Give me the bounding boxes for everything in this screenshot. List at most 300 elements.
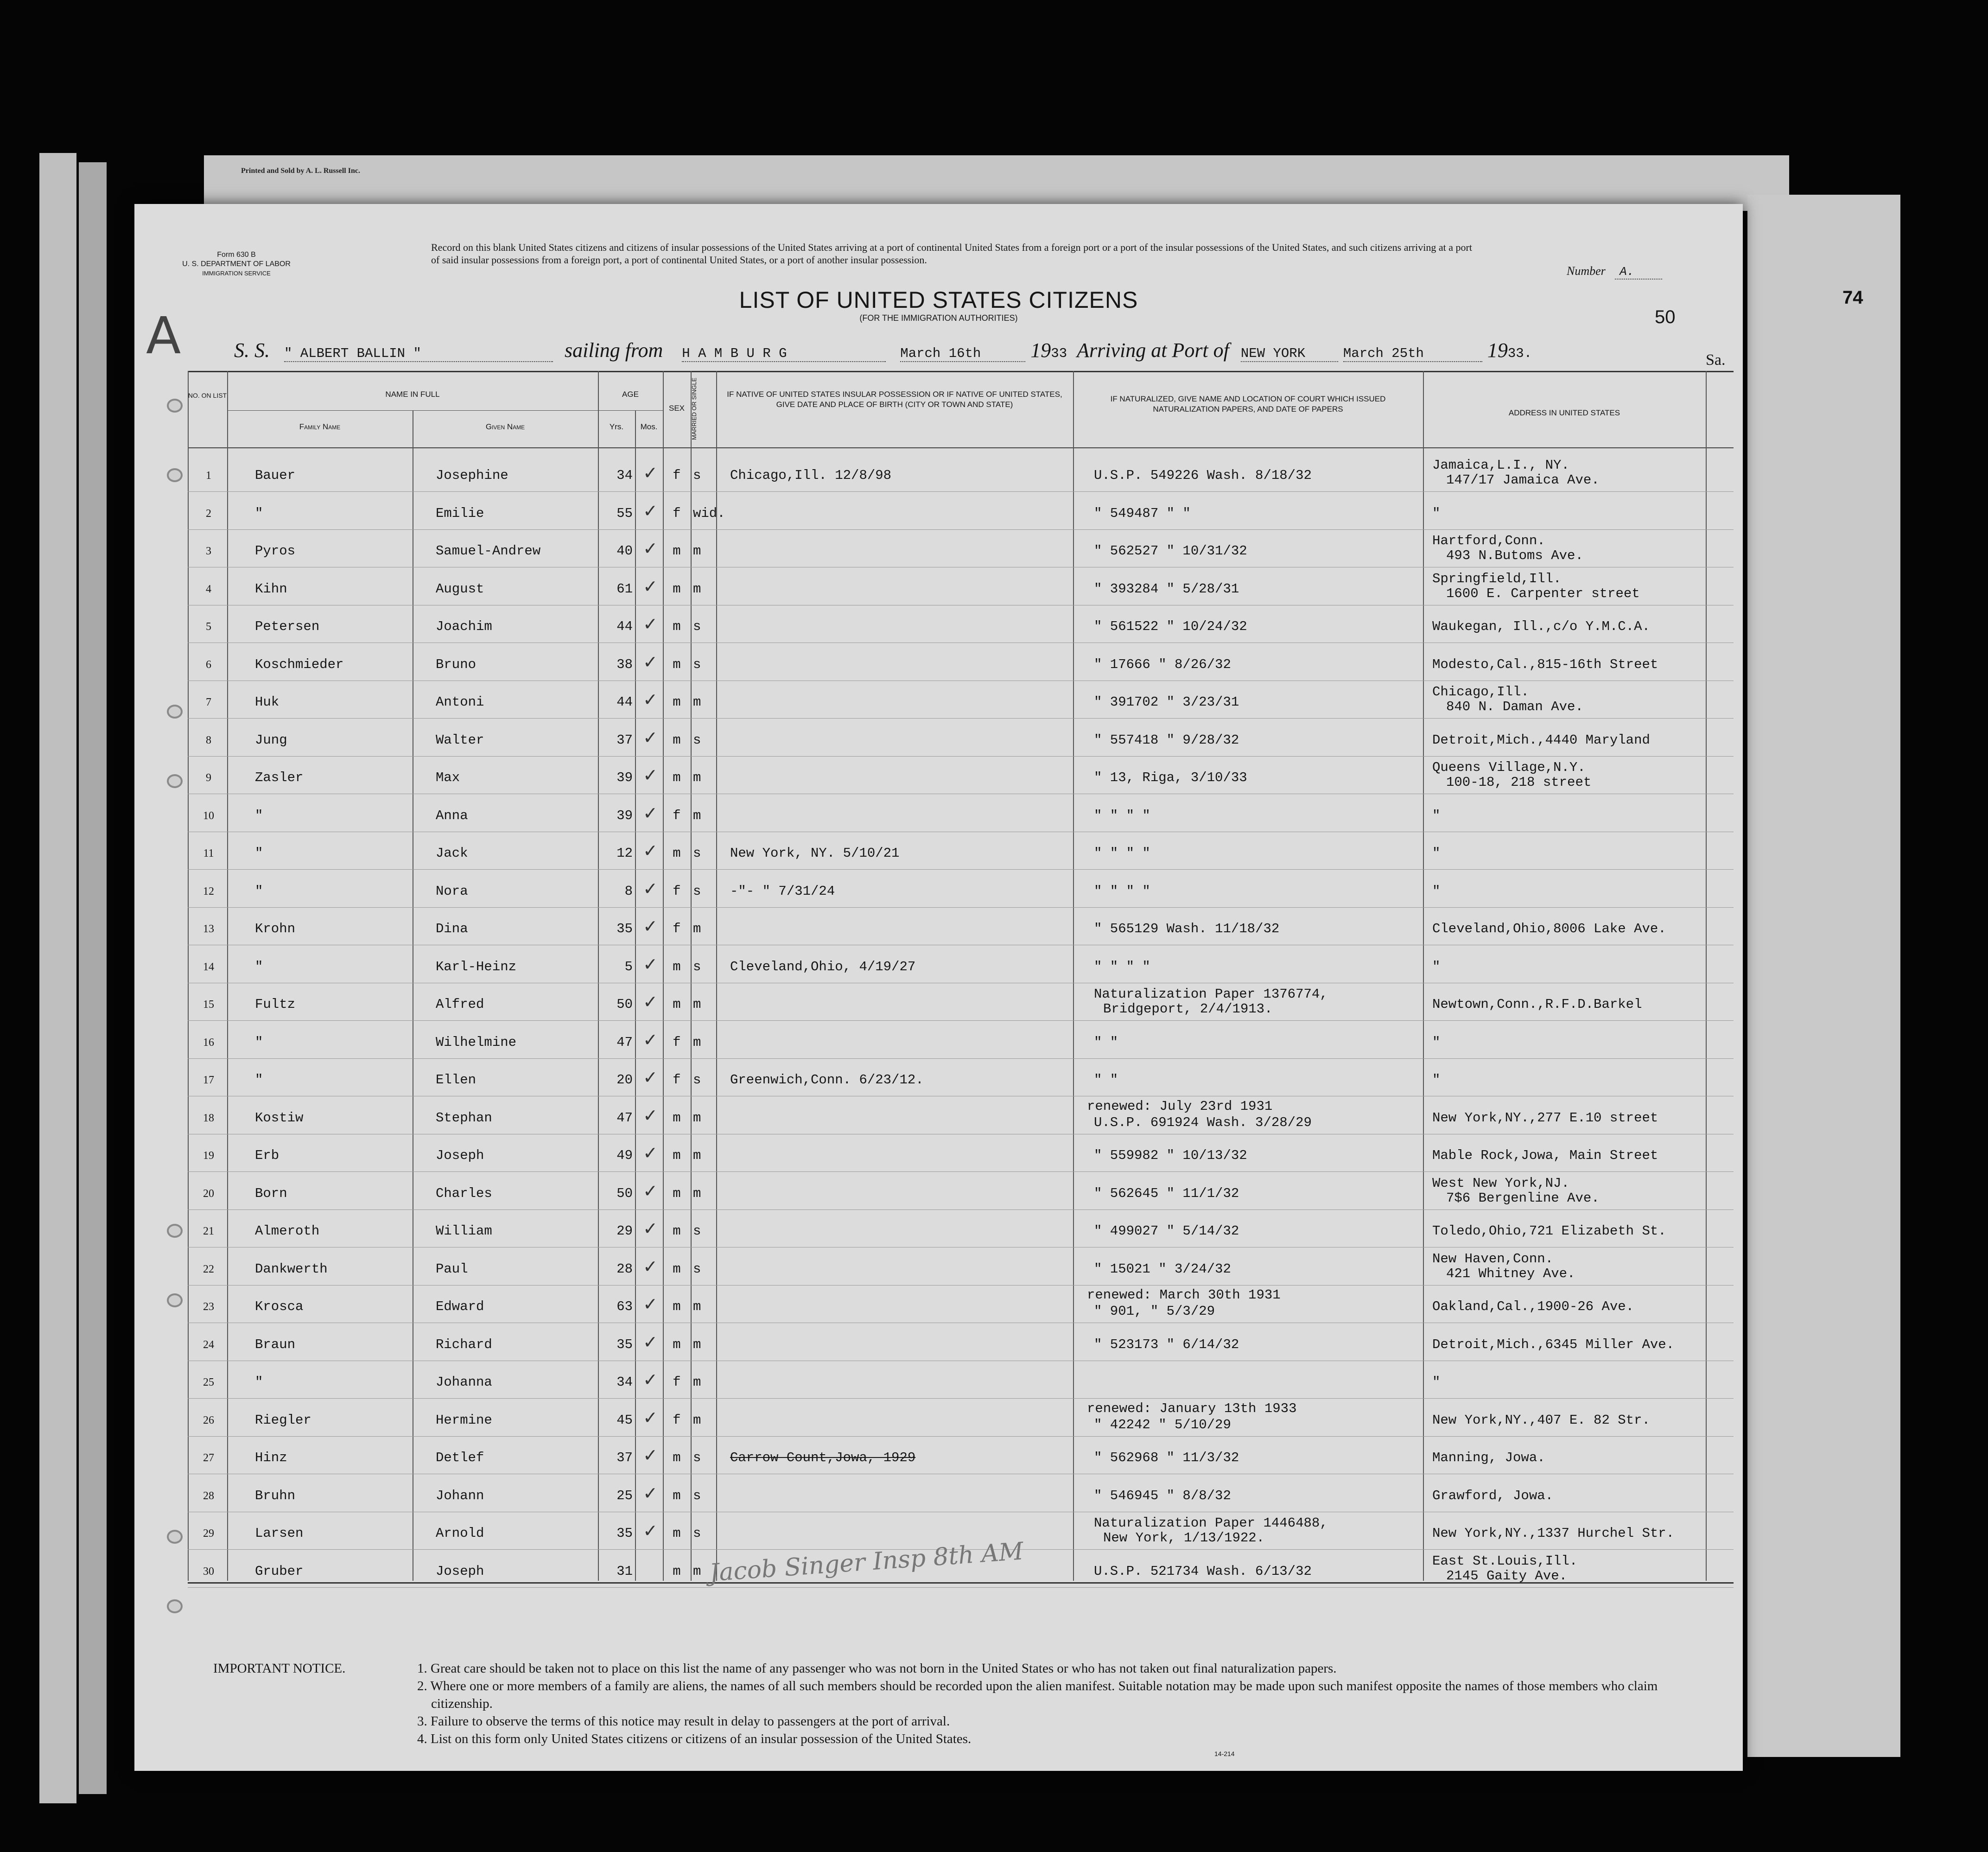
- family-name: Krosca: [255, 1299, 304, 1314]
- table-row: [134, 1399, 1743, 1437]
- given-name: Jack: [436, 846, 468, 861]
- given-name: Richard: [436, 1337, 492, 1352]
- marital-status: m: [693, 543, 701, 559]
- age-months-check: ✓: [643, 1407, 658, 1428]
- age-months-check: ✓: [643, 803, 658, 823]
- sex: f: [673, 1035, 681, 1050]
- birth-place-date: Carrow Count,Jowa, 1929: [730, 1450, 916, 1465]
- age-years: 63: [616, 1299, 633, 1314]
- marital-status: s: [693, 846, 701, 861]
- age-months-check: ✓: [643, 501, 658, 521]
- age-months-check: ✓: [643, 954, 658, 974]
- address: New Haven,Conn.: [1432, 1251, 1554, 1266]
- notice-list: [417, 1660, 1696, 1748]
- header-given: Given Name: [485, 422, 525, 431]
- address: ": [1432, 959, 1441, 974]
- naturalization: " " " ": [1094, 884, 1150, 899]
- marital-status: s: [693, 1526, 701, 1541]
- sex: m: [673, 1186, 681, 1201]
- given-name: Joachim: [436, 619, 492, 634]
- naturalization: U.S.P. 521734 Wash. 6/13/32: [1094, 1564, 1312, 1579]
- arriving-label: Arriving at Port of: [1077, 339, 1229, 362]
- age-months-check: ✓: [643, 765, 658, 785]
- naturalization: U.S.P. 691924 Wash. 3/28/29: [1094, 1115, 1312, 1130]
- sail-date: March 16th: [900, 346, 1025, 362]
- age-months-check: ✓: [643, 689, 658, 710]
- age-years: 61: [616, 581, 633, 597]
- table-row: [134, 1097, 1743, 1135]
- address: New York,NY.,407 E. 82 Str.: [1432, 1413, 1650, 1428]
- header-married: MARRIED OR SINGLE: [691, 377, 698, 440]
- family-name: ": [255, 1072, 263, 1088]
- side-page-number: 74: [1842, 287, 1863, 308]
- row-number: 13: [203, 923, 214, 935]
- address: New York,NY.,277 E.10 street: [1432, 1110, 1658, 1126]
- marital-status: m: [693, 694, 701, 710]
- marital-status: s: [693, 1072, 701, 1088]
- sex: m: [673, 1526, 681, 1541]
- sex: m: [673, 657, 681, 672]
- birth-place-date: Chicago,Ill. 12/8/98: [730, 468, 892, 483]
- header-naturalized: IF NATURALIZED, GIVE NAME AND LOCATION OF COURT WHICH ISSUED NATURALIZATION PAPERS, AND DATE OF PAPERS: [1110, 395, 1386, 414]
- family-name: ": [255, 884, 263, 899]
- family-name: Huk: [255, 694, 279, 710]
- address: Toledo,Ohio,721 Elizabeth St.: [1432, 1223, 1666, 1239]
- number-value: A.: [1615, 265, 1662, 280]
- sex: m: [673, 959, 681, 974]
- family-name: Born: [255, 1186, 287, 1201]
- naturalization: " 391702 " 3/23/31: [1094, 694, 1239, 710]
- given-name: Johanna: [436, 1375, 492, 1390]
- table-row: [134, 983, 1743, 1021]
- naturalization: Naturalization Paper 1376774,: [1094, 986, 1328, 1002]
- row-number: 4: [206, 583, 211, 595]
- given-name: Charles: [436, 1186, 492, 1201]
- family-name: Petersen: [255, 619, 320, 634]
- marital-status: s: [693, 468, 701, 483]
- row-rule: [188, 491, 1734, 492]
- sail-year-prefix: 19: [1030, 339, 1051, 362]
- row-number: 10: [203, 810, 214, 822]
- table-row: [134, 908, 1743, 946]
- given-name: Anna: [436, 808, 468, 823]
- given-name: William: [436, 1223, 492, 1239]
- age-years: 34: [616, 468, 633, 483]
- back-page-edge: [39, 153, 76, 1803]
- row-number: 3: [206, 545, 211, 557]
- row-number: 5: [206, 621, 211, 633]
- naturalization: " 17666 " 8/26/32: [1094, 657, 1231, 672]
- age-years: 50: [616, 1186, 633, 1201]
- marital-status: s: [693, 1223, 701, 1239]
- family-name: Hinz: [255, 1450, 287, 1465]
- given-name: Edward: [436, 1299, 484, 1314]
- marital-status: m: [693, 1564, 701, 1579]
- address: ": [1432, 1035, 1441, 1050]
- naturalization: " " " ": [1094, 808, 1150, 823]
- birth-place-date: -"- " 7/31/24: [730, 884, 835, 899]
- age-months-check: ✓: [643, 463, 658, 483]
- header-yrs: Yrs.: [609, 422, 624, 431]
- family-name: Almeroth: [255, 1223, 320, 1239]
- row-number: 19: [203, 1150, 214, 1162]
- row-number: 27: [203, 1452, 214, 1464]
- family-name: Bruhn: [255, 1488, 296, 1503]
- address-line-2: 840 N. Daman Ave.: [1446, 699, 1583, 714]
- family-name: ": [255, 506, 263, 521]
- header-name: NAME IN FULL: [385, 390, 440, 399]
- birth-place-date: New York, NY. 5/10/21: [730, 846, 900, 861]
- family-name: Gruber: [255, 1564, 304, 1579]
- sex: m: [673, 1450, 681, 1465]
- marital-status: m: [693, 1337, 701, 1352]
- right-page: [1747, 195, 1900, 1757]
- family-name: ": [255, 1035, 263, 1050]
- table-row: [134, 1134, 1743, 1172]
- naturalization: " 13, Riga, 3/10/33: [1094, 770, 1247, 785]
- naturalization: " 901, " 5/3/29: [1094, 1304, 1215, 1319]
- address: New York,NY.,1337 Hurchel Str.: [1432, 1526, 1675, 1541]
- header-age: AGE: [622, 390, 639, 399]
- sex: f: [673, 1413, 681, 1428]
- row-rule: [188, 1171, 1734, 1172]
- sex: m: [673, 732, 681, 748]
- age-months-check: ✓: [643, 1294, 658, 1314]
- sex: m: [673, 770, 681, 785]
- table-row: [134, 870, 1743, 908]
- age-years: 31: [616, 1564, 633, 1579]
- arrival-year-prefix: 19: [1487, 339, 1508, 362]
- given-name: Emilie: [436, 506, 484, 521]
- naturalization: " 557418 " 9/28/32: [1094, 732, 1239, 748]
- given-name: Dina: [436, 921, 468, 936]
- sex: m: [673, 581, 681, 597]
- age-years: 39: [616, 808, 633, 823]
- family-name: ": [255, 959, 263, 974]
- given-name: Arnold: [436, 1526, 484, 1541]
- table-row: [134, 643, 1743, 681]
- family-name: ": [255, 808, 263, 823]
- address: ": [1432, 884, 1441, 899]
- printer-line: Printed and Sold by A. L. Russell Inc.: [241, 167, 360, 175]
- address: Detroit,Mich.,6345 Miller Ave.: [1432, 1337, 1675, 1352]
- given-name: Wilhelmine: [436, 1035, 517, 1050]
- address: Oakland,Cal.,1900-26 Ave.: [1432, 1299, 1634, 1314]
- age-years: 5: [624, 959, 633, 974]
- address: Springfield,Ill.: [1432, 571, 1562, 586]
- marital-status: m: [693, 1375, 701, 1390]
- sex: m: [673, 619, 681, 634]
- arrival-port: NEW YORK: [1241, 346, 1338, 362]
- sex: m: [673, 1488, 681, 1503]
- header-mos: Mos.: [640, 422, 658, 431]
- address-line-2: 7$6 Bergenline Ave.: [1446, 1190, 1600, 1206]
- given-name: Ellen: [436, 1072, 476, 1088]
- table-row: [134, 568, 1743, 606]
- naturalization: " 549487 " ": [1094, 506, 1191, 521]
- age-months-check: ✓: [643, 1445, 658, 1465]
- age-years: 37: [616, 732, 633, 748]
- age-months-check: ✓: [643, 1067, 658, 1088]
- row-number: 15: [203, 999, 214, 1011]
- sex: m: [673, 846, 681, 861]
- age-years: 47: [616, 1035, 633, 1050]
- naturalization: " 393284 " 5/28/31: [1094, 581, 1239, 597]
- from-port: H A M B U R G: [682, 346, 886, 362]
- row-number: 26: [203, 1414, 214, 1426]
- row-number: 17: [203, 1074, 214, 1086]
- row-number: 20: [203, 1188, 214, 1200]
- family-name: Pyros: [255, 543, 296, 559]
- given-name: Nora: [436, 884, 468, 899]
- row-number: 16: [203, 1037, 214, 1049]
- address: Cleveland,Ohio,8006 Lake Ave.: [1432, 921, 1666, 936]
- address: Mable Rock,Jowa, Main Street: [1432, 1148, 1658, 1163]
- sex: m: [673, 694, 681, 710]
- ss-label: S. S.: [234, 339, 270, 362]
- renewal-note: renewed: March 30th 1931: [1087, 1287, 1281, 1303]
- age-years: 25: [616, 1488, 633, 1503]
- family-name: ": [255, 846, 263, 861]
- manifest-rows: [134, 204, 1743, 1771]
- given-name: Joseph: [436, 1148, 484, 1163]
- marital-status: s: [693, 959, 701, 974]
- page-subtitle: (FOR THE IMMIGRATION AUTHORITIES): [859, 313, 1018, 323]
- address: ": [1432, 846, 1441, 861]
- age-years: 38: [616, 657, 633, 672]
- header-sex: SEX: [668, 404, 685, 413]
- age-years: 50: [616, 997, 633, 1012]
- table-row: [134, 530, 1743, 568]
- address: ": [1432, 1072, 1441, 1088]
- address-line-2: 1600 E. Carpenter street: [1446, 586, 1640, 601]
- department: U. S. DEPARTMENT OF LABOR: [182, 260, 291, 268]
- table-row: [134, 1210, 1743, 1248]
- family-name: Bauer: [255, 468, 296, 483]
- row-number: 12: [203, 885, 214, 897]
- table-row: [134, 946, 1743, 984]
- age-years: 40: [616, 543, 633, 559]
- age-months-check: ✓: [643, 1105, 658, 1126]
- family-name: Jung: [255, 732, 287, 748]
- given-name: August: [436, 581, 484, 597]
- marital-status: m: [693, 1148, 701, 1163]
- family-name: Braun: [255, 1337, 296, 1352]
- age-years: 49: [616, 1148, 633, 1163]
- address: Queens Village,N.Y.: [1432, 760, 1586, 775]
- header-family: Family Name: [299, 422, 341, 431]
- age-months-check: ✓: [643, 840, 658, 861]
- family-name: Riegler: [255, 1413, 311, 1428]
- marital-status: m: [693, 1110, 701, 1126]
- age-months-check: ✓: [643, 1030, 658, 1050]
- address: West New York,NJ.: [1432, 1176, 1569, 1191]
- given-name: Joseph: [436, 1564, 484, 1579]
- birth-place-date: Cleveland,Ohio, 4/19/27: [730, 959, 916, 974]
- age-months-check: ✓: [643, 1483, 658, 1503]
- naturalization: " 499027 " 5/14/32: [1094, 1223, 1239, 1239]
- sail-year: 33: [1051, 346, 1067, 361]
- page-number: 50: [1655, 307, 1676, 327]
- family-name: Fultz: [255, 997, 296, 1012]
- table-row: [134, 1248, 1743, 1286]
- marital-status: m: [693, 770, 701, 785]
- age-years: 12: [616, 846, 633, 861]
- naturalization: " ": [1094, 1035, 1118, 1050]
- table-row: [134, 1475, 1743, 1513]
- age-years: 44: [616, 619, 633, 634]
- sex: m: [673, 1223, 681, 1239]
- ship-name: " ALBERT BALLIN ": [284, 346, 553, 362]
- address: ": [1432, 808, 1441, 823]
- sa-mark: Sa.: [1706, 351, 1726, 369]
- renewal-note: renewed: July 23rd 1931: [1087, 1099, 1273, 1114]
- birth-place-date: Greenwich,Conn. 6/23/12.: [730, 1072, 924, 1088]
- age-years: 8: [624, 884, 633, 899]
- family-name: Kostiw: [255, 1110, 304, 1126]
- sailing-label: sailing from: [565, 339, 663, 362]
- row-number: 29: [203, 1527, 214, 1540]
- row-number: 24: [203, 1339, 214, 1351]
- row-number: 23: [203, 1301, 214, 1313]
- naturalization: " 562645 " 11/1/32: [1094, 1186, 1239, 1201]
- sex: m: [673, 1564, 681, 1579]
- age-years: 35: [616, 1526, 633, 1541]
- naturalization: " 559982 " 10/13/32: [1094, 1148, 1247, 1163]
- family-name: Dankwerth: [255, 1261, 328, 1277]
- table-row: [134, 681, 1743, 719]
- given-name: Karl-Heinz: [436, 959, 517, 974]
- age-months-check: ✓: [643, 727, 658, 748]
- address: East St.Louis,Ill.: [1432, 1553, 1578, 1569]
- age-years: 44: [616, 694, 633, 710]
- notice-item: 3. Failure to observe the terms of this notice may result in delay to passengers at the port of arrival.: [417, 1714, 950, 1729]
- age-months-check: ✓: [643, 1143, 658, 1163]
- row-rule: [188, 718, 1734, 719]
- age-months-check: ✓: [643, 652, 658, 672]
- address: Newtown,Conn.,R.F.D.Barkel: [1432, 997, 1642, 1012]
- age-months-check: ✓: [643, 878, 658, 899]
- family-name: Zasler: [255, 770, 304, 785]
- marital-status: m: [693, 1413, 701, 1428]
- row-number: 11: [203, 847, 214, 859]
- row-rule: [188, 1020, 1734, 1021]
- naturalization: " ": [1094, 1072, 1118, 1088]
- naturalization: " 546945 " 8/8/32: [1094, 1488, 1231, 1503]
- sex: f: [673, 1375, 681, 1390]
- age-months-check: ✓: [643, 916, 658, 936]
- row-rule: [188, 1587, 1734, 1588]
- sex: f: [673, 808, 681, 823]
- marital-status: m: [693, 581, 701, 597]
- table-row: [134, 492, 1743, 530]
- marital-status: wid.: [693, 506, 725, 521]
- address: Grawford, Jowa.: [1432, 1488, 1554, 1503]
- naturalization: " 565129 Wash. 11/18/32: [1094, 921, 1280, 936]
- table-row: [134, 1021, 1743, 1059]
- inspector-signature: Jacob Singer Insp 8th AM: [708, 1537, 1024, 1587]
- header-address: ADDRESS IN UNITED STATES: [1508, 408, 1620, 417]
- row-number: 14: [203, 961, 214, 973]
- age-months-check: ✓: [643, 576, 658, 597]
- age-months-check: ✓: [643, 614, 658, 634]
- address: Hartford,Conn.: [1432, 533, 1545, 548]
- notice-title: IMPORTANT NOTICE.: [213, 1661, 346, 1676]
- family-name: Erb: [255, 1148, 279, 1163]
- sex: m: [673, 1148, 681, 1163]
- marital-status: s: [693, 1488, 701, 1503]
- sex: f: [673, 506, 681, 521]
- row-number: 8: [206, 734, 211, 746]
- notice-item: 4. List on this form only United States citizens or citizens of an insular possession of the United States.: [417, 1731, 972, 1746]
- intro-text: Record on this blank United States citizens and citizens of insular possessions of the United States arriving at a port of continental United States from a foreign port or a port of the insular possessions of the United States, and such citizens arriving at a port of said insular possessions from a foreign port, a port of continental United States, or a port of another insular possession.: [431, 242, 1472, 266]
- marital-status: s: [693, 884, 701, 899]
- naturalization: " 562968 " 11/3/32: [1094, 1450, 1239, 1465]
- given-name: Johann: [436, 1488, 484, 1503]
- letter-mark: A: [146, 306, 181, 365]
- address-line-2: 100-18, 218 street: [1446, 775, 1592, 790]
- age-months-check: ✓: [643, 1369, 658, 1390]
- table-row: [134, 757, 1743, 795]
- table-row: [134, 1437, 1743, 1475]
- service: IMMIGRATION SERVICE: [202, 270, 271, 277]
- footer-code: 14-214: [1214, 1750, 1235, 1757]
- table-row: [134, 795, 1743, 833]
- naturalization: Naturalization Paper 1446488,: [1094, 1515, 1328, 1531]
- naturalization: " 15021 " 3/24/32: [1094, 1261, 1231, 1277]
- naturalization: " 42242 " 5/10/29: [1094, 1417, 1231, 1432]
- marital-status: m: [693, 1186, 701, 1201]
- age-months-check: ✓: [643, 992, 658, 1012]
- address-line-2: 421 Whitney Ave.: [1446, 1266, 1575, 1281]
- given-name: Alfred: [436, 997, 484, 1012]
- row-number: 2: [206, 508, 211, 520]
- address-line-2: 493 N.Butoms Ave.: [1446, 548, 1583, 563]
- sex: f: [673, 884, 681, 899]
- row-number: 28: [203, 1490, 214, 1502]
- citizen-list-sheet: [134, 204, 1743, 1771]
- naturalization: " 562527 " 10/31/32: [1094, 543, 1247, 559]
- naturalization: " 561522 " 10/24/32: [1094, 619, 1247, 634]
- marital-status: m: [693, 1299, 701, 1314]
- age-months-check: ✓: [643, 1181, 658, 1201]
- sex: m: [673, 543, 681, 559]
- age-years: 45: [616, 1413, 633, 1428]
- marital-status: s: [693, 1450, 701, 1465]
- sex: m: [673, 1337, 681, 1352]
- sex: m: [673, 1110, 681, 1126]
- row-number: 22: [203, 1263, 214, 1275]
- table-row: [134, 605, 1743, 643]
- notice-item: 2. Where one or more members of a family are aliens, the names of all such members should be recorded upon the alien manifest. Suitable notation may be made upon such manifest opposite the names of those members who claim citizenship.: [417, 1679, 1658, 1711]
- age-months-check: ✓: [643, 1332, 658, 1352]
- address-line-2: 2145 Gaity Ave.: [1446, 1568, 1568, 1584]
- table-row: [134, 1286, 1743, 1324]
- row-number: 18: [203, 1112, 214, 1124]
- table-row: [134, 1172, 1743, 1210]
- marital-status: s: [693, 1261, 701, 1277]
- address: Waukegan, Ill.,c/o Y.M.C.A.: [1432, 619, 1650, 634]
- age-months-check: ✓: [643, 1218, 658, 1239]
- header-birth: IF NATIVE OF UNITED STATES INSULAR POSSESSION OR IF NATIVE OF UNITED STATES, GIVE DATE AND PLACE OF BIRTH (CITY OR TOWN AND STATE): [727, 390, 1062, 409]
- age-years: 28: [616, 1261, 633, 1277]
- given-name: Walter: [436, 732, 484, 748]
- family-name: Kihn: [255, 581, 287, 597]
- table-row: [134, 832, 1743, 870]
- given-name: Josephine: [436, 468, 508, 483]
- renewal-note: renewed: January 13th 1933: [1087, 1401, 1297, 1416]
- naturalization: " " " ": [1094, 846, 1150, 861]
